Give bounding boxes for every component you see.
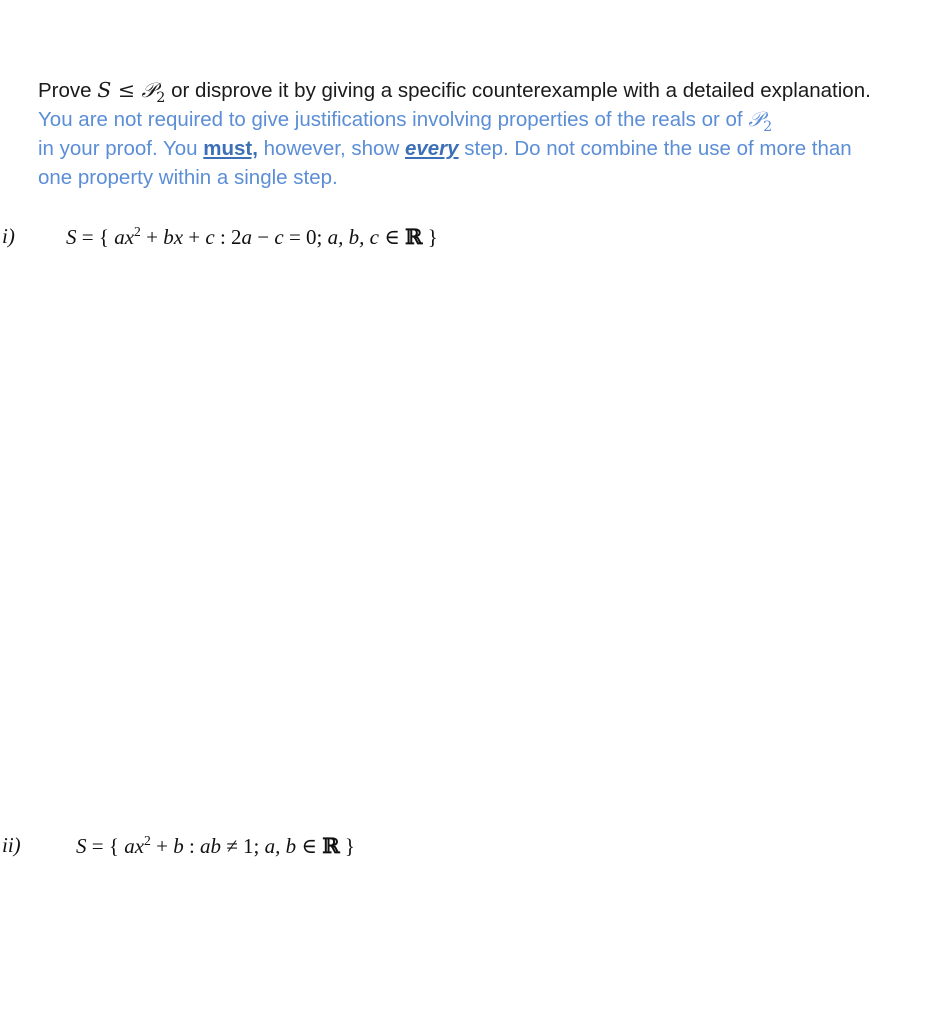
math-p2: 𝒫 bbox=[748, 107, 764, 131]
problem-label: i) bbox=[2, 224, 15, 248]
instruction-line-1: Prove S ≤ 𝒫$_2$ or disprove it by giving a specific counterexample with a detailed explanation. bbox=[38, 78, 871, 107]
math-subset-relation: ≤ bbox=[111, 78, 142, 102]
math-s: S bbox=[97, 78, 112, 102]
emphasis-every: every bbox=[404, 137, 459, 160]
reals-symbol: ℝ bbox=[405, 224, 423, 249]
problem-label: ii) bbox=[2, 833, 21, 857]
reals-symbol: ℝ bbox=[322, 833, 340, 858]
instruction-line-2: You are not required to give justifications involving properties of the reals or of 𝒫$_2$ bbox=[38, 107, 773, 136]
instructions-block bbox=[38, 76, 930, 192]
math-p2: 𝒫 bbox=[141, 78, 157, 102]
instruction-line-4: one property within a single step. bbox=[38, 166, 338, 189]
set-expression: S = { $ax^2$ + bx + c : 2a − c = 0; a, b, c ∈ ℝ } bbox=[66, 224, 438, 249]
instruction-line-3: in your proof. You must, however, show every step. Do not combine the use of more than bbox=[38, 137, 852, 160]
set-expression: S = { $ax^2 + b$ : ab ≠ 1; a, b ∈ ℝ } bbox=[76, 833, 355, 858]
emphasis-must: must, bbox=[203, 137, 258, 160]
